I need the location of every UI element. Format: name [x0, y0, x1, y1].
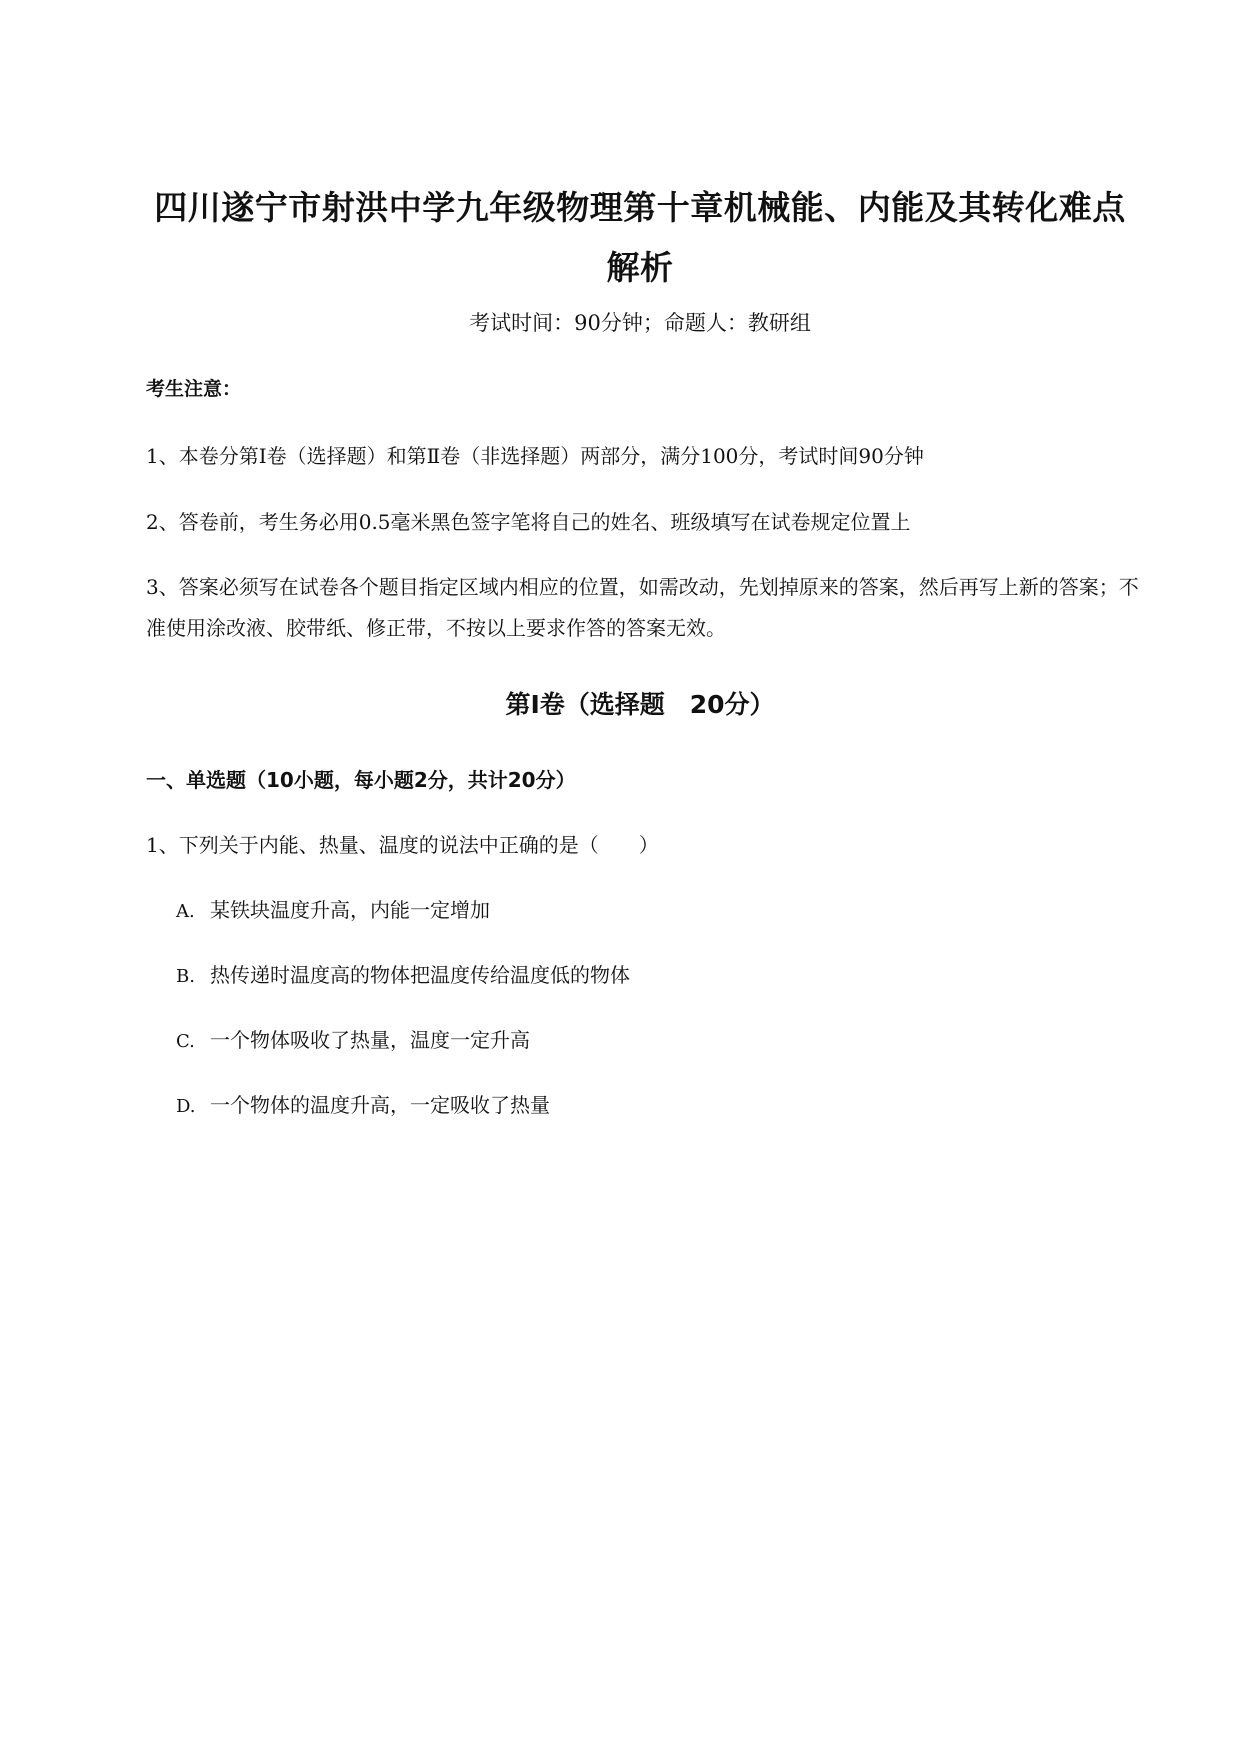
notice-item: 3、答案必须写在试卷各个题目指定区域内相应的位置，如需改动，先划掉原来的答案，然后再写上新的答案；不准使用涂改液、胶带纸、修正带，不按以上要求作答的答案无效。 [146, 575, 1139, 640]
option-c [176, 1024, 530, 1058]
exam-info: 考试时间：90分钟；命题人：教研组 [469, 311, 811, 335]
question-stem: 1、下列关于内能、热量、温度的说法中正确的是（ ） [146, 833, 659, 857]
option-text: 热传递时温度高的物体把温度传给温度低的物体 [210, 963, 630, 987]
notice-item: 2、答卷前，考生务必用0.5毫米黑色签字笔将自己的姓名、班级填写在试卷规定位置上 [146, 510, 911, 534]
notice-item: 1、本卷分第I卷（选择题）和第Ⅱ卷（非选择题）两部分，满分100分，考试时间90分钟 [146, 444, 924, 468]
option-d [176, 1089, 550, 1123]
section-title: 第I卷（选择题 20分） [505, 690, 775, 719]
notice-heading: 考生注意： [146, 378, 242, 400]
option-text: 某铁块温度升高，内能一定增加 [210, 898, 490, 922]
option-letter: D. [176, 1096, 196, 1117]
option-b [176, 959, 630, 993]
option-text: 一个物体吸收了热量，温度一定升高 [210, 1028, 530, 1052]
document-title: 四川遂宁市射洪中学九年级物理第十章机械能、内能及其转化难点解析 [154, 188, 1126, 287]
option-letter: B. [176, 966, 195, 987]
part-heading: 一、单选题（10小题，每小题2分，共计20分） [146, 768, 576, 792]
option-letter: A. [176, 901, 195, 922]
option-a [176, 894, 490, 928]
option-text: 一个物体的温度升高，一定吸收了热量 [210, 1093, 550, 1117]
option-letter: C. [176, 1031, 195, 1052]
